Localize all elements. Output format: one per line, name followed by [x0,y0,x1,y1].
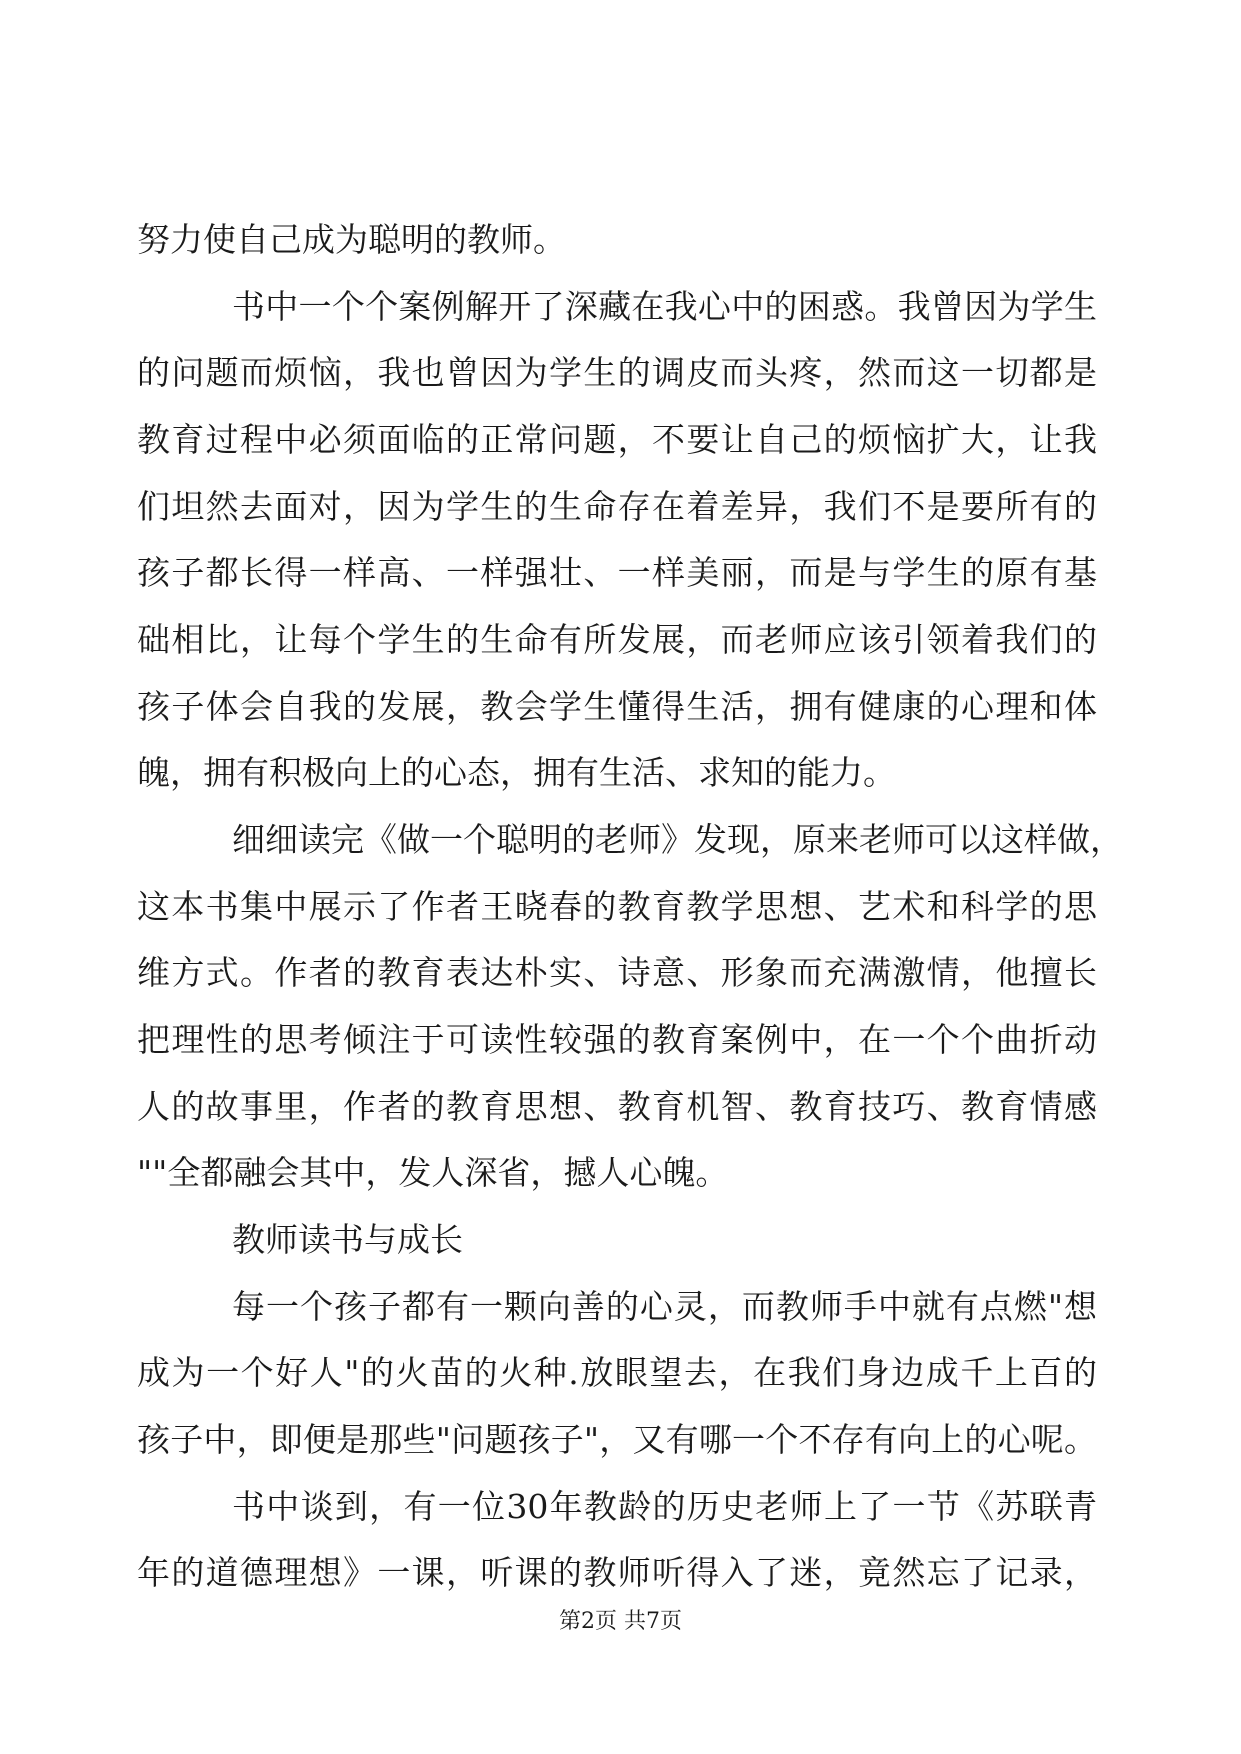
paragraph-1-line-3: 教育过程中必须面临的正常问题，不要让自己的烦恼扩大，让我 [137,420,1097,459]
paragraph-4-line-1: 书中谈到，有一位30年教龄的历史老师上了一节《苏联青 [232,1487,1097,1526]
paragraph-1-line-6: 础相比，让每个学生的生命有所发展，而老师应该引领着我们的 [137,620,1097,659]
paragraph-2-line-2: 这本书集中展示了作者王晓春的教育教学思想、艺术和科学的思 [137,887,1097,926]
paragraph-2-line-5: 人的故事里，作者的教育思想、教育机智、教育技巧、教育情感 [137,1087,1097,1126]
paragraph-1-line-4: 们坦然去面对，因为学生的生命存在着差异，我们不是要所有的 [137,487,1097,526]
section-heading: 教师读书与成长 [232,1220,463,1259]
paragraph-3-line-2: 成为一个好人"的火苗的火种.放眼望去，在我们身边成千上百的 [137,1353,1097,1392]
paragraph-1-line-5: 孩子都长得一样高、一样强壮、一样美丽，而是与学生的原有基 [137,553,1097,592]
paragraph-1-line-2: 的问题而烦恼，我也曾因为学生的调皮而头疼，然而这一切都是 [137,353,1097,392]
paragraph-2-line-4: 把理性的思考倾注于可读性较强的教育案例中，在一个个曲折动 [137,1020,1097,1059]
paragraph-2-line-1: 细细读完《做一个聪明的老师》发现，原来老师可以这样做， [232,820,1123,859]
paragraph-3-line-3: 孩子中，即便是那些"问题孩子"，又有哪一个不存有向上的心呢。 [137,1420,1097,1459]
page-footer: 第2页 共7页 [559,1609,682,1634]
paragraph-4-line-2: 年的道德理想》一课，听课的教师听得入了迷，竟然忘了记录， [137,1553,1097,1592]
text-line-1: 努力使自己成为聪明的教师。 [137,220,566,259]
paragraph-1-line-1: 书中一个个案例解开了深藏在我心中的困惑。我曾因为学生 [232,287,1097,326]
paragraph-1-line-8: 魄，拥有积极向上的心态，拥有生活、求知的能力。 [137,753,896,792]
paragraph-2-line-3: 维方式。作者的教育表达朴实、诗意、形象而充满激情，他擅长 [137,953,1097,992]
paragraph-1-line-7: 孩子体会自我的发展，教会学生懂得生活，拥有健康的心理和体 [137,687,1097,726]
paragraph-2-line-6: ""全都融会其中，发人深省，撼人心魄。 [137,1153,729,1192]
paragraph-3-line-1: 每一个孩子都有一颗向善的心灵，而教师手中就有点燃"想 [232,1287,1097,1326]
